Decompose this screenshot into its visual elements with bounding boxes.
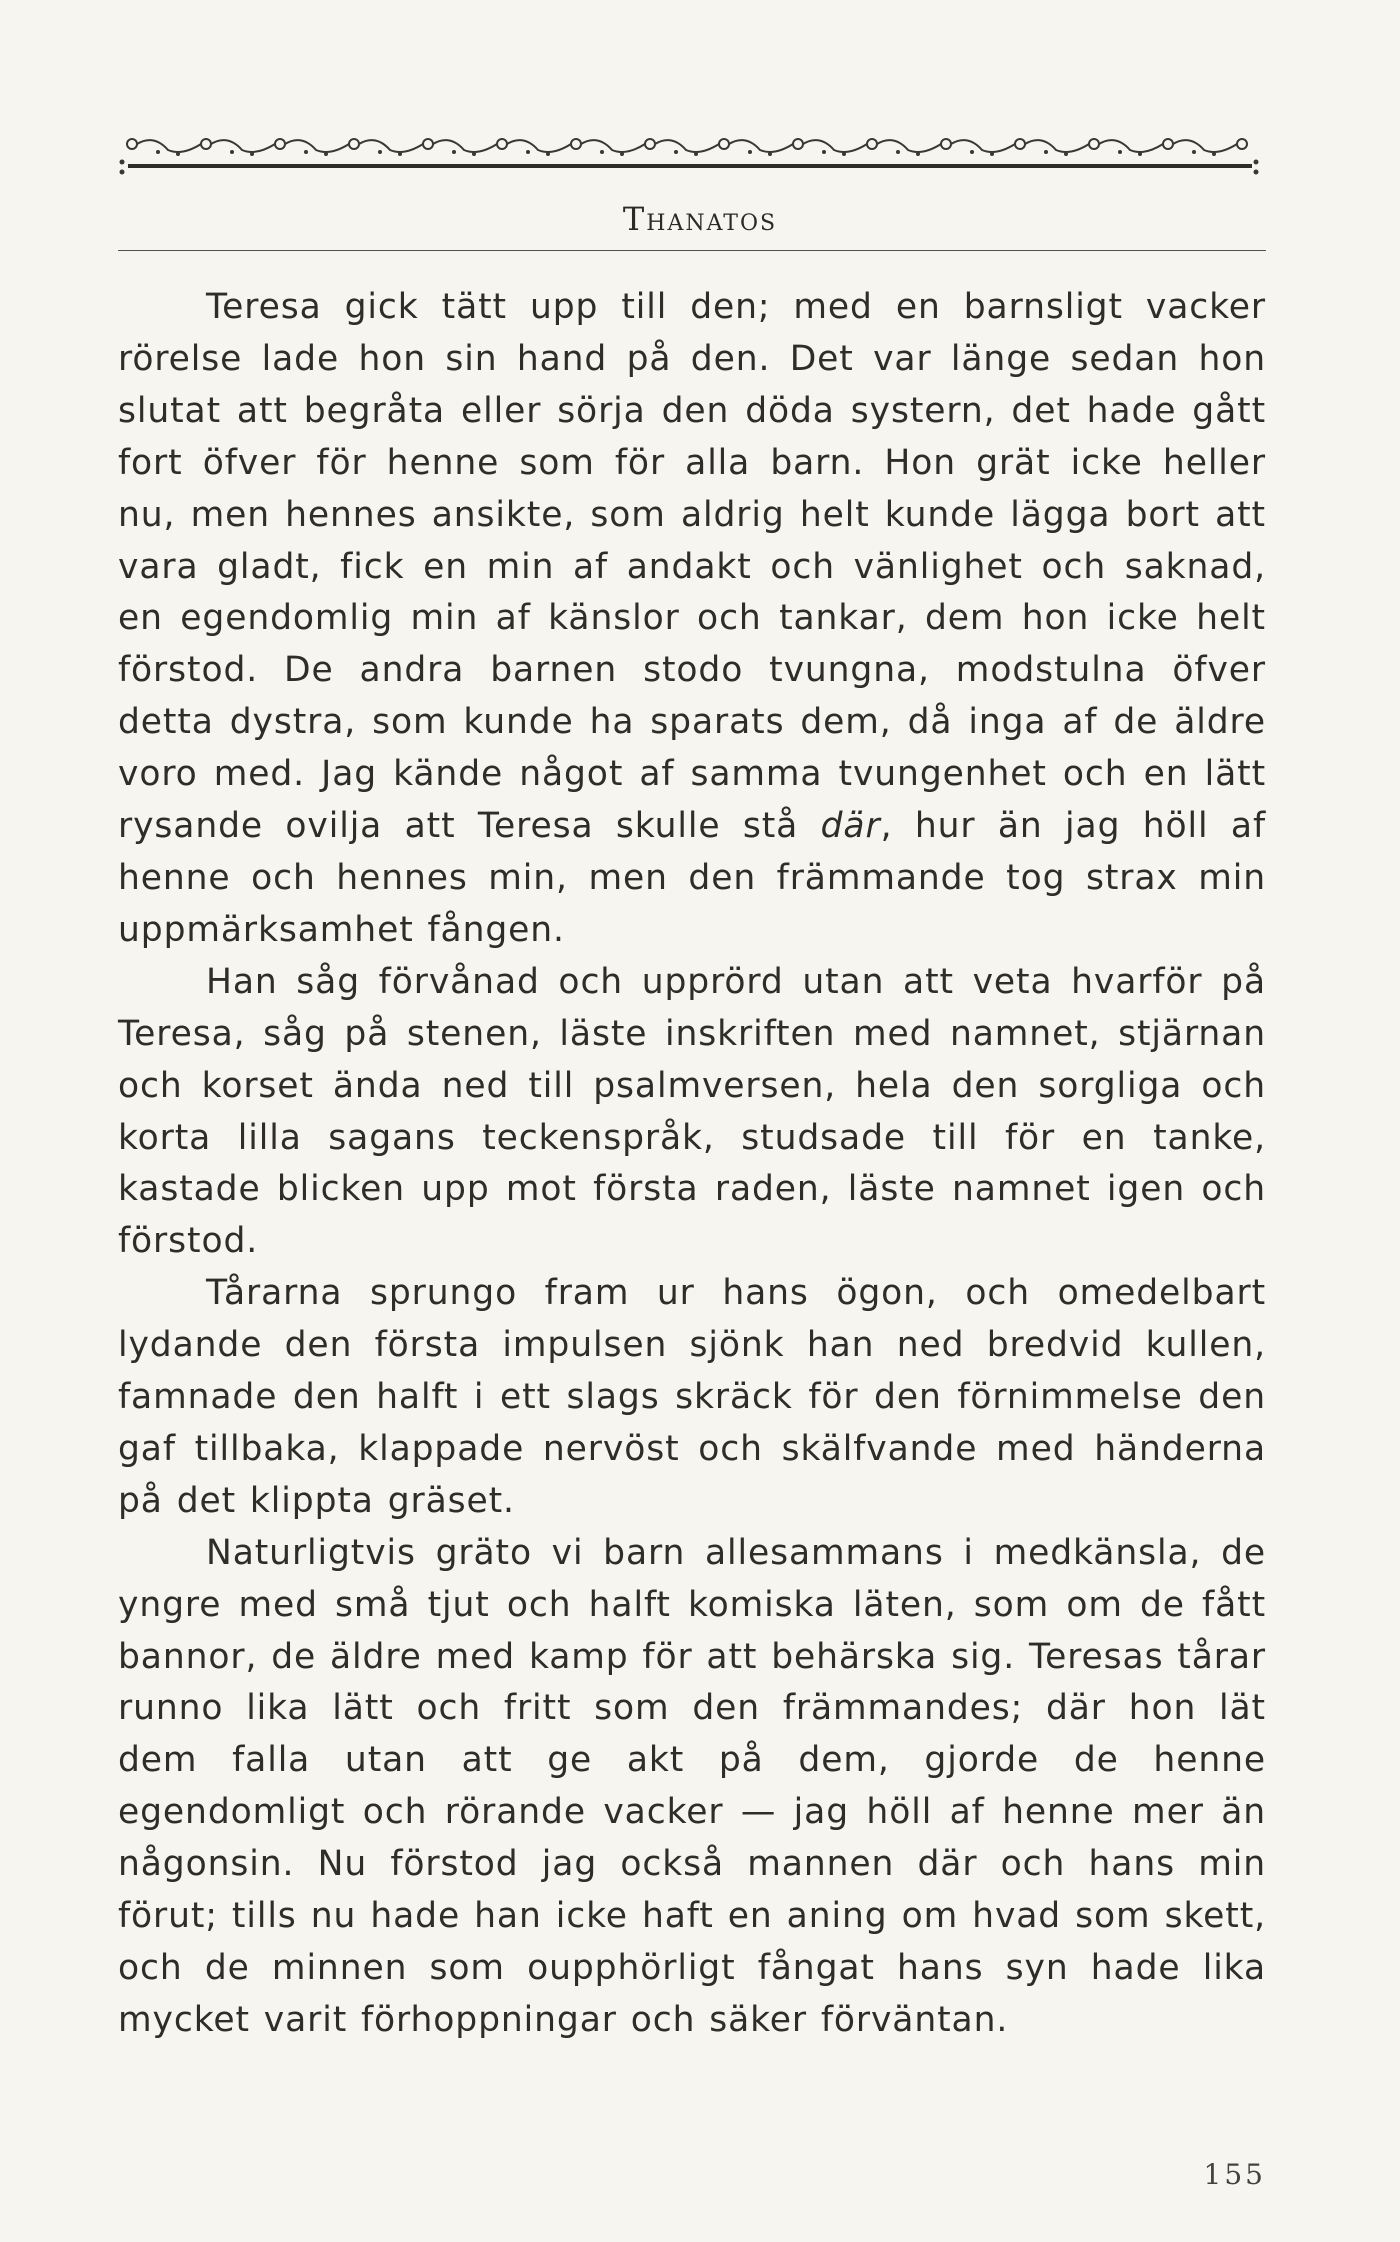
paragraph-text: , hur än jag höll af henne och hennes min, men den främmande tog strax min uppmärksamhet fången. (118, 806, 1266, 950)
body-text (118, 282, 1266, 2047)
paragraph: Naturligtvis gräto vi barn allesammans i medkänsla, de yngre med små tjut och halft komiska läten, som om de fått bannor, de äldre med kamp för att behärska sig. Teresas tårar runno lika lätt och fritt som den främmandes; där hon lät dem falla utan att ge akt på dem, gjorde de henne egendomligt och rörande vacker — jag höll af henne mer än någonsin. Nu förstod jag också mannen där och hans min förut; tills nu hade han icke haft en aning om hvad som skett, och de minnen som oupphörligt fångat hans syn hade lika mycket varit förhoppningar och säker förväntan. (118, 1532, 1266, 2040)
header-rule (118, 250, 1266, 251)
paragraph: Tårarna sprungo fram ur hans ögon, och omedelbart lydande den första impulsen sjönk han ned bredvid kullen, famnade den halft i ett slags skräck för den förnimmelse den gaf tillbaka, klappade nervöst och skälfvande med händerna på det klippta gräset. (118, 1273, 1266, 1521)
emphasized-word: där (820, 806, 881, 847)
paragraph: Han såg förvånad och upprörd utan att veta hvarför på Teresa, såg på stenen, läste inskriften med namnet, stjärnan och korset ända ned till psalmversen, hela den sorgliga och korta lilla sagans teckenspråk, studsade till för en tanke, kastade blicken upp mot första raden, läste namnet igen och förstod. (118, 961, 1266, 1262)
page-number: 155 (1203, 2158, 1266, 2191)
running-title: Thanatos (622, 200, 778, 238)
header-ornament-icon (118, 128, 1268, 178)
paragraph (118, 282, 1266, 957)
paragraph-text: Teresa gick tätt upp till den; med en barnsligt vacker rörelse lade hon sin hand på den. Det var länge sedan hon slutat att begråta eller sörja den döda systern, det hade gått fort öfver för henne som för alla barn. Hon grät icke heller nu, men hennes ansikte, som aldrig helt kunde lägga bort att vara gladt, fick en min af andakt och vänlighet och saknad, en egendomlig min af känslor och tankar, dem hon icke helt förstod. De andra barnen stodo tvungna, modstulna öfver detta dystra, som kunde ha sparats dem, då inga af de äldre voro med. Jag kände något af samma tvungenhet och en lätt rysande ovilja att Teresa skulle stå (118, 287, 1266, 847)
